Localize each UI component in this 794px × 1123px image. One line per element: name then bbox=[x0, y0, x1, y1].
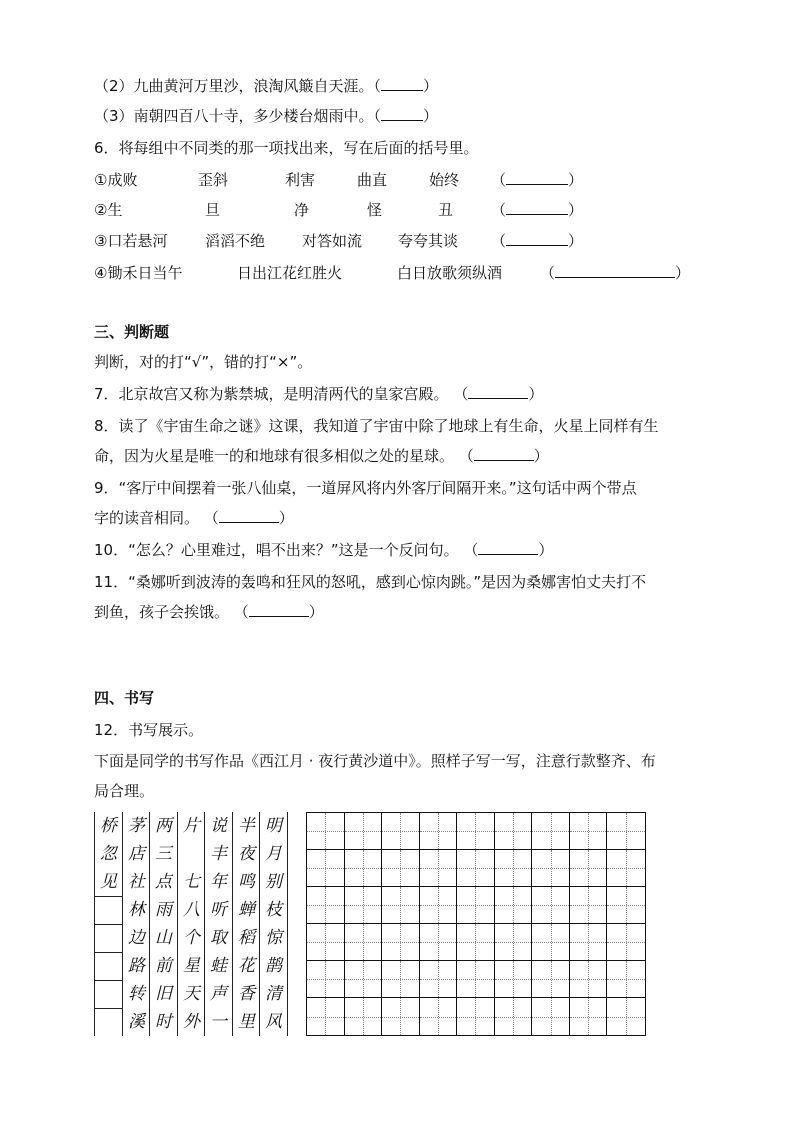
q11-line-1: 11．“桑娜听到波涛的轰鸣和狂风的怒吼，感到心惊肉跳。”是因为桑娜害怕丈夫打不 bbox=[94, 573, 647, 591]
sample-character bbox=[95, 980, 122, 1008]
grid-cell[interactable] bbox=[307, 961, 345, 998]
answer-blank[interactable] bbox=[468, 384, 528, 399]
sample-character: 时 bbox=[155, 1012, 172, 1032]
q12-desc-line-2: 局合理。 bbox=[94, 782, 155, 800]
answer-blank[interactable] bbox=[219, 508, 279, 523]
section4-heading: 四、书写 bbox=[94, 689, 155, 707]
answer-blank[interactable] bbox=[249, 602, 309, 617]
sample-character: 见 bbox=[100, 872, 117, 892]
sample-row-line bbox=[95, 1008, 122, 1009]
grid-cell[interactable] bbox=[345, 887, 383, 924]
q6-title: 6．将每组中不同类的那一项找出来，写在后面的括号里。 bbox=[94, 139, 479, 157]
sample-row-line bbox=[95, 924, 122, 925]
grid-cell[interactable] bbox=[495, 998, 533, 1035]
sample-character: 个 bbox=[183, 928, 200, 948]
sample-character: 忽 bbox=[100, 844, 117, 864]
grid-cell[interactable] bbox=[307, 813, 345, 850]
grid-cell[interactable] bbox=[570, 850, 608, 887]
grid-cell[interactable] bbox=[307, 887, 345, 924]
sample-character: 蝉 bbox=[238, 900, 255, 920]
grid-cell[interactable] bbox=[532, 887, 570, 924]
grid-cell[interactable] bbox=[307, 850, 345, 887]
grid-cell[interactable] bbox=[607, 998, 645, 1035]
q5-item-3-text: （3）南朝四百八十寺，多少楼台烟雨中。（ bbox=[94, 107, 382, 125]
grid-cell[interactable] bbox=[495, 813, 533, 850]
sample-character: 片 bbox=[183, 816, 200, 836]
sample-character: 天 bbox=[183, 984, 200, 1004]
q7: 7．北京故宫又称为紫禁城，是明清两代的皇家宫殿。 （ ） bbox=[94, 385, 544, 403]
section3-instruction: 判断，对的打“√”，错的打“×”。 bbox=[94, 353, 313, 371]
grid-cell[interactable] bbox=[607, 850, 645, 887]
answer-blank[interactable] bbox=[381, 76, 423, 91]
sample-column bbox=[122, 812, 150, 1036]
sample-character: 别 bbox=[265, 872, 282, 892]
sample-character: 明 bbox=[265, 816, 282, 836]
sample-character bbox=[95, 896, 122, 924]
sample-character: 两 bbox=[155, 816, 172, 836]
sample-character: 月 bbox=[265, 844, 282, 864]
sample-character: 路 bbox=[128, 956, 145, 976]
grid-cell[interactable] bbox=[345, 813, 383, 850]
grid-cell[interactable] bbox=[420, 961, 458, 998]
sample-character: 惊 bbox=[265, 928, 282, 948]
grid-cell[interactable] bbox=[345, 998, 383, 1035]
grid-cell[interactable] bbox=[570, 924, 608, 961]
sample-row-line bbox=[95, 980, 122, 981]
answer-blank[interactable] bbox=[478, 540, 538, 555]
sample-character: 香 bbox=[238, 984, 255, 1004]
sample-character: 八 bbox=[183, 900, 200, 920]
grid-cell[interactable] bbox=[570, 813, 608, 850]
grid-cell[interactable] bbox=[495, 850, 533, 887]
grid-cell[interactable] bbox=[495, 887, 533, 924]
sample-column bbox=[177, 812, 205, 1036]
grid-cell[interactable] bbox=[382, 961, 420, 998]
sample-column bbox=[232, 812, 260, 1036]
sample-character: 鹊 bbox=[265, 956, 282, 976]
grid-cell[interactable] bbox=[607, 813, 645, 850]
sample-character: 山 bbox=[155, 928, 172, 948]
sample-character: 林 bbox=[128, 900, 145, 920]
grid-cell[interactable] bbox=[570, 887, 608, 924]
q10: 10．“怎么？心里难过，唱不出来？”这是一个反问句。 （ ） bbox=[94, 541, 554, 559]
sample-character: 溪 bbox=[128, 1012, 145, 1032]
sample-character: 听 bbox=[210, 900, 227, 920]
section3-heading: 三、判断题 bbox=[94, 323, 170, 341]
grid-cell[interactable] bbox=[457, 924, 495, 961]
sample-character: 夜 bbox=[238, 844, 255, 864]
answer-blank[interactable] bbox=[474, 446, 534, 461]
sample-character: 年 bbox=[210, 872, 227, 892]
sample-character: 丰 bbox=[210, 844, 227, 864]
sample-character: 鸣 bbox=[238, 872, 255, 892]
practice-writing-grid[interactable] bbox=[306, 812, 646, 1036]
grid-cell[interactable] bbox=[457, 887, 495, 924]
sample-character: 一 bbox=[210, 1012, 227, 1032]
grid-cell[interactable] bbox=[570, 998, 608, 1035]
q12-desc-line-1: 下面是同学的书写作品《西江月 · 夜行黄沙道中》。照样子写一写，注意行款整齐、布 bbox=[94, 752, 656, 770]
grid-cell[interactable] bbox=[307, 998, 345, 1035]
grid-cell[interactable] bbox=[532, 961, 570, 998]
sample-character: 清 bbox=[265, 984, 282, 1004]
sample-character: 声 bbox=[210, 984, 227, 1004]
q9-line-2: 字的读音相同。 （ ） bbox=[94, 509, 294, 527]
sample-character: 取 bbox=[210, 928, 227, 948]
grid-cell[interactable] bbox=[495, 961, 533, 998]
sample-character: 点 bbox=[155, 872, 172, 892]
grid-cell[interactable] bbox=[382, 850, 420, 887]
grid-cell[interactable] bbox=[420, 850, 458, 887]
grid-cell[interactable] bbox=[607, 961, 645, 998]
q12-title: 12．书写展示。 bbox=[94, 721, 204, 739]
sample-character: 星 bbox=[183, 956, 200, 976]
q5-item-2: （2）九曲黄河万里沙，浪淘风簸自天涯。（ ） bbox=[94, 77, 439, 95]
sample-character: 外 bbox=[183, 1012, 200, 1032]
sample-character: 七 bbox=[183, 872, 200, 892]
grid-cell[interactable] bbox=[420, 813, 458, 850]
answer-blank[interactable] bbox=[506, 231, 568, 246]
grid-cell[interactable] bbox=[382, 813, 420, 850]
sample-character: 枝 bbox=[265, 900, 282, 920]
grid-cell[interactable] bbox=[345, 961, 383, 998]
q5-item-3: （3）南朝四百八十寺，多少楼台烟雨中。（ ） bbox=[94, 107, 439, 125]
grid-cell[interactable] bbox=[457, 813, 495, 850]
sample-character: 风 bbox=[265, 1012, 282, 1032]
sample-character bbox=[95, 924, 122, 952]
sample-row-line bbox=[95, 952, 122, 953]
sample-character: 蛙 bbox=[210, 956, 227, 976]
sample-character: 边 bbox=[128, 928, 145, 948]
sample-column bbox=[149, 812, 177, 1036]
sample-character: 里 bbox=[238, 1012, 255, 1032]
sample-character bbox=[95, 1008, 122, 1036]
q9-line-1: 9．“客厅中间摆着一张八仙桌，一道屏风将内外客厅间隔开来。”这句话中两个带点 bbox=[94, 479, 637, 497]
q8-line-1: 8．读了《宇宙生命之谜》这课，我知道了宇宙中除了地球上有生命，火星上同样有生 bbox=[94, 417, 659, 435]
sample-character: 桥 bbox=[100, 816, 117, 836]
grid-cell[interactable] bbox=[345, 850, 383, 887]
grid-cell[interactable] bbox=[607, 924, 645, 961]
sample-character bbox=[95, 952, 122, 980]
sample-column bbox=[259, 812, 288, 1036]
answer-blank[interactable] bbox=[506, 200, 568, 215]
grid-cell[interactable] bbox=[457, 998, 495, 1035]
grid-cell[interactable] bbox=[457, 850, 495, 887]
answer-blank[interactable] bbox=[381, 106, 423, 121]
grid-cell[interactable] bbox=[532, 850, 570, 887]
grid-cell[interactable] bbox=[420, 924, 458, 961]
q11-line-2: 到鱼，孩子会挨饿。 （ ） bbox=[94, 603, 324, 621]
sample-column bbox=[94, 812, 122, 1036]
sample-character: 社 bbox=[128, 872, 145, 892]
grid-cell[interactable] bbox=[382, 998, 420, 1035]
grid-cell[interactable] bbox=[532, 813, 570, 850]
grid-cell[interactable] bbox=[382, 924, 420, 961]
grid-cell[interactable] bbox=[532, 924, 570, 961]
sample-column bbox=[204, 812, 232, 1036]
grid-cell[interactable] bbox=[532, 998, 570, 1035]
sample-character: 半 bbox=[238, 816, 255, 836]
grid-cell[interactable] bbox=[382, 887, 420, 924]
sample-character: 前 bbox=[155, 956, 172, 976]
grid-cell[interactable] bbox=[307, 924, 345, 961]
q8-line-2: 命，因为火星是唯一的和地球有很多相似之处的星球。 （ ） bbox=[94, 447, 549, 465]
grid-cell[interactable] bbox=[495, 924, 533, 961]
sample-character: 花 bbox=[238, 956, 255, 976]
grid-cell[interactable] bbox=[420, 887, 458, 924]
sample-character: 雨 bbox=[155, 900, 172, 920]
sample-character: 转 bbox=[128, 984, 145, 1004]
sample-character: 茅 bbox=[128, 816, 145, 836]
grid-cell[interactable] bbox=[570, 961, 608, 998]
calligraphy-sample bbox=[94, 812, 287, 1036]
sample-row-line bbox=[95, 896, 122, 897]
sample-character: 店 bbox=[128, 844, 145, 864]
q5-item-2-text: （2）九曲黄河万里沙，浪淘风簸自天涯。（ bbox=[94, 77, 382, 95]
sample-character: 说 bbox=[210, 816, 227, 836]
sample-character bbox=[178, 840, 205, 868]
grid-cell[interactable] bbox=[457, 961, 495, 998]
sample-character: 稻 bbox=[238, 928, 255, 948]
sample-character: 三 bbox=[155, 844, 172, 864]
grid-cell[interactable] bbox=[607, 887, 645, 924]
sample-character: 旧 bbox=[155, 984, 172, 1004]
answer-blank[interactable] bbox=[506, 170, 568, 185]
grid-cell[interactable] bbox=[345, 924, 383, 961]
grid-cell[interactable] bbox=[420, 998, 458, 1035]
answer-blank[interactable] bbox=[555, 263, 675, 278]
